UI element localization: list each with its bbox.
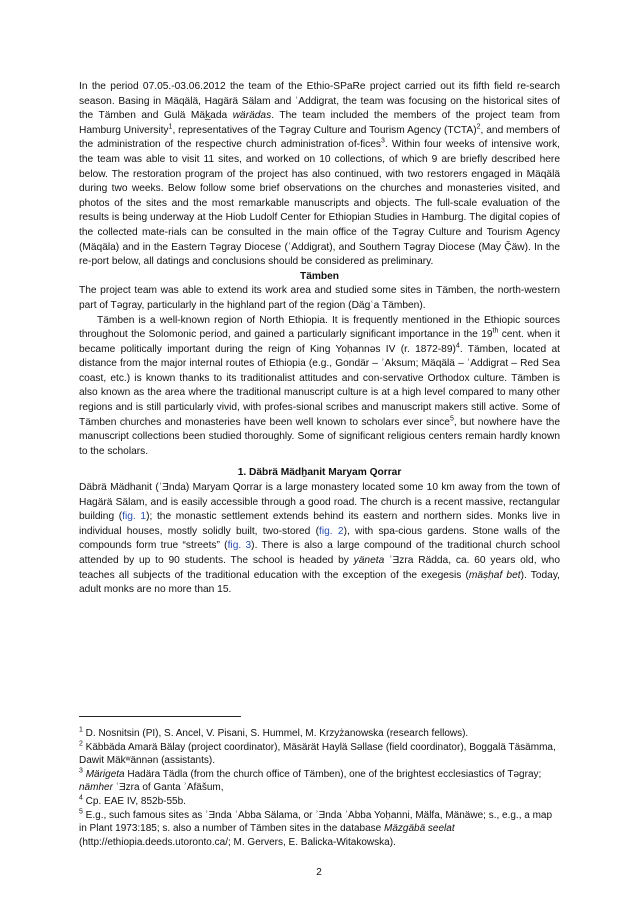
footnote-text: Käbbäda Amarä Bälay (project coordinator), Mäsärät Haylä Sǝllase (field coordinator), Boggalä Täsämma, Dawit Mäkʷännǝn (assistants). (79, 741, 556, 767)
footnote-text: Cp. EAE IV, 852b-55b. (82, 795, 186, 807)
page-number: 2 (316, 867, 322, 878)
footnote-ref-3[interactable]: 3 (381, 137, 385, 145)
figure-link-2[interactable]: fig. 2 (319, 525, 344, 537)
footnote-4 (79, 795, 560, 809)
text-run: cent. when it became politically important during the reign of King Yoḥannǝs IV (r. 1872-89) (79, 329, 561, 355)
footnote-ref-1[interactable]: 1 (168, 123, 173, 131)
intro-paragraph (79, 80, 560, 270)
figure-link-3[interactable]: fig. 3 (227, 540, 252, 552)
text-run: , representatives of the Tǝgray Culture and Tourism Agency (TCTA) (172, 124, 477, 136)
footnote-number: 1 (79, 726, 83, 734)
footnote-text: (http://ethiopia.deeds.utoronto.ca/; M. Gervers, E. Balicka-Witakowska). (79, 836, 396, 848)
italic-term: nämher (79, 782, 113, 794)
footnote-number: 5 (79, 808, 83, 816)
text-run: ). There is also a large compound of the traditional church school attended by up to 90 students. The school is headed by (79, 540, 561, 566)
main-text (79, 80, 560, 598)
footnote-text: D. Nosnitsin (PI), S. Ancel, V. Pisani, S. Hummel, M. Krzyżanowska (research fellows). (82, 728, 469, 739)
footnote-1 (79, 727, 560, 741)
italic-term: yäneta (353, 555, 385, 566)
italic-term: Mäzgäbä seelat (384, 823, 455, 835)
text-run: . The team included the members of the project team from Hamburg University (79, 110, 561, 136)
text-run: In the period 07.05.-03.06.2012 the team of the Ethio-SPaRe project carried out its fifth field re-search season. Basing in Mäqälä, Hagärä Sälam and ʿAddigrat, the team was focusing on the historical sites of the Tämben and Gulä Mäk̲ada (79, 81, 560, 122)
text-run: ); the monastic settlement extends behind its eastern and northern sides. Monks live in individual houses, mostly solidly built, two-stored ( (79, 511, 560, 537)
text-run: ʿƎzra Rädda, ca. 60 years old, who teaches all subjects of the traditional education with the exception of the exegesis ( (79, 555, 561, 581)
footnotes (79, 716, 560, 849)
text-run: ). Today, adult monks are no more than 15. (79, 569, 560, 596)
text-run: Däbrä Mädhanit (ʾƎnda) Maryam Qorrar is a large monastery located some 10 km away from the town of Hagärä Sälam, and is easily accessible through a good road. The church is a recent massive, rectangular building ( (79, 482, 560, 523)
footnote-text: Hadära Tädla (from the church office of Tämben), one of the brightest ecclesiastics of Tǝgray; (124, 768, 542, 780)
italic-term: mäṣḥaf bet (468, 569, 521, 581)
text-run: . Within four weeks of intensive work, the team was able to visit 11 sites, and worked on 10 collections, of which 9 are briefly described here below. The restoration program of the project has also continued, with two restorers engaged in Mäqälä during two weeks. Below follow some brief observations on the churches and monasteries visited, and photos of the sites and the most remarkable manuscripts and objects. The full-scale evaluation of the results is being underway at the Hiob Ludolf Center for Ethiopian Studies in Hamburg. The digital copies of the collected mate-rials can be consulted in the main office of the Tǝgray Culture and Tourism Agency (Mäqäla) and in the Eastern Tǝgray Diocese (ʿAddigrat), and Southern Tǝgray Diocese (May Č̣äw). In the re-port below, all datings and conclusions should be considered as preliminary. (79, 139, 560, 268)
footnote-number: 2 (79, 740, 83, 748)
tamben-paragraph-2 (79, 314, 560, 460)
footnote-number: 3 (79, 767, 83, 775)
ordinal-suffix: th (492, 327, 499, 335)
footnote-5 (79, 809, 560, 850)
text-run: , but nowhere have the manuscript collections been studied thoroughly. Some of significant religious centers remain hardly known to the scholars. (79, 416, 560, 457)
italic-term: wärädas (232, 110, 272, 122)
footnote-2 (79, 741, 560, 768)
footnote-ref-4[interactable]: 4 (455, 342, 460, 350)
qorrar-paragraph (79, 481, 560, 598)
text-run: Tämben is a well-known region of North Ethiopia. It is frequently mentioned in the Ethiopic sources throughout the Solomonic period, and gained a particularly significant importance in the 19 (79, 314, 560, 341)
footnote-ref-5[interactable]: 5 (449, 415, 454, 423)
footnote-text: E.g., such famous sites as ʾƎnda ʾAbba Sälama, or ʾƎnda ʾAbba Yoḥanni, Mälfa, Mänäwe; s., e.g., a map in Plant 1973:185; s. also a number of Tämben sites in the database (79, 809, 553, 835)
footnote-divider (79, 716, 241, 717)
italic-term: Märigeta (85, 768, 125, 780)
text-run: , and members of the administration of the respective church administration of-fices (79, 124, 560, 151)
footnote-3 (79, 768, 560, 795)
section-heading-tamben: Tämben (299, 270, 340, 282)
text-run: ), with spa-cious gardens. Stone walls of the compounds form true “streets” ( (79, 525, 560, 552)
footnote-number: 4 (79, 794, 83, 802)
figure-link-1[interactable]: fig. 1 (122, 511, 147, 523)
footnote-ref-2[interactable]: 2 (476, 123, 481, 131)
tamben-paragraph-1: The project team was able to extend its work area and studied some sites in Tämben, the north-western part of Tǝgray, particularly in the highland part of the region (Dägʿa Tämben). (79, 285, 560, 311)
footnote-text: ʿƎzra of Ganta ʾAfäšum, (112, 782, 224, 794)
text-run: . Tämben, located at distance from the major internal routes of Ethiopia (e.g., Gondär – ʾAksum; Mäqälä – ʿAddigrat – Red Sea coast, etc.) is known thanks to its traditionalist attitudes and con-servative Orthodox culture. Tämben is also known as the area where the traditional manuscript culture is at a high level compared to many other regions and is still particularly vivid, with profes-sional scribes and manuscript makers still active. Some of Tämben churches and monasteries have been well known to scholars ever since (79, 343, 560, 428)
section-heading-qorrar: 1. Däbrä Mädḫanit Maryam Qorrar (237, 467, 402, 479)
